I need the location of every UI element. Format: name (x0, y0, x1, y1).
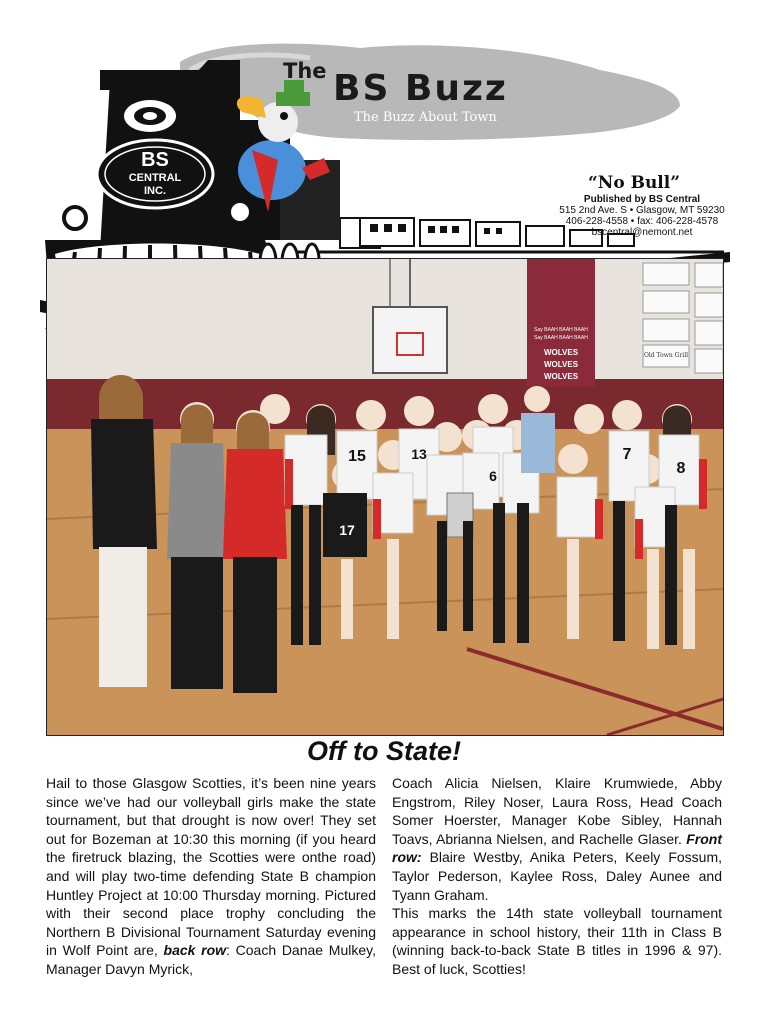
publisher-name: Published by BS Central (583, 194, 701, 205)
banner-line: WOLVES (543, 360, 579, 369)
motto: “No Bull” (588, 173, 680, 193)
article-column-right (392, 774, 722, 979)
publisher-info (552, 194, 732, 238)
badge-line-3: INC. (144, 185, 166, 197)
hoop-backboard (373, 307, 447, 373)
article-paragraph (46, 774, 376, 979)
banner-line: Say BAAH BAAH BAAH (534, 335, 588, 341)
back-row-label: back row (163, 942, 227, 959)
front-row-label: Front row: (392, 830, 722, 866)
logo-tagline: The Buzz About Town (354, 110, 497, 125)
banner-line: Say BAAH BAAH BAAH (534, 327, 588, 333)
sponsor-sign: Old Town Grill (643, 352, 689, 359)
article-column-left (46, 774, 376, 979)
publisher-email[interactable]: bscentral@nemont.net (591, 227, 693, 238)
publisher-phone: 406-228-4558 • fax: 406-228-4578 (565, 216, 719, 227)
badge-line-2: CENTRAL (128, 172, 182, 184)
article-text: : Coach Danae Mulkey, Manager Davyn Myrick, (46, 942, 376, 977)
publisher-address: 515 2nd Ave. S • Glasgow, MT 59230 (559, 205, 725, 216)
team-photo (46, 258, 724, 736)
banner-line: WOLVES (543, 348, 579, 357)
article-paragraph: This marks the 14th state volleyball tournament appearance in school history, their 11th in Class B (winning back-to-back State B titles in 1996 & 97). Best of luck, Scotties! (392, 905, 722, 977)
jersey-number: 17 (339, 522, 355, 538)
article-text: Blaire Westby, Anika Peters, Keely Fossum, Taylor Pederson, Kaylee Ross, Daley Aunee and Tyann Graham. (392, 849, 722, 903)
jersey-number: 15 (348, 448, 366, 465)
article-text: Hail to those Glasgow Scotties, it’s been nine years since we’ve had our volleyball girls make the state tournament, but that drought is now over! They set out for Bozeman at 10:30 this morning (if you heard the firetruck blazing, the Scotties were onthe road) and will play two-time defending State B champion Huntley Project at 10:00 Thursday morning. Pictured with their second place trophy concluding the Northern B Divisional Tournament Saturday evening in Wolf Point are, (46, 775, 376, 959)
article-headline: Off to State! (307, 736, 461, 766)
badge-line-1: BS (141, 149, 169, 171)
jersey-number: 13 (411, 446, 427, 462)
jersey-number: 8 (676, 460, 686, 477)
article-text: Coach Alicia Nielsen, Klaire Krumwiede, Abby Engstrom, Riley Noser, Laura Ross, Head Coach Somer Hoerster, Manager Kobe Sibley, Hannah Toavs, Abrianna Nielsen, and Rachelle Glaser. (392, 775, 722, 847)
article-paragraph (392, 774, 722, 904)
logo-name: BS Buzz (333, 68, 508, 109)
banner-line: WOLVES (543, 372, 579, 381)
jersey-number: 7 (622, 446, 632, 463)
logo-prefix: The (283, 59, 327, 83)
jersey-number: 6 (489, 468, 497, 484)
